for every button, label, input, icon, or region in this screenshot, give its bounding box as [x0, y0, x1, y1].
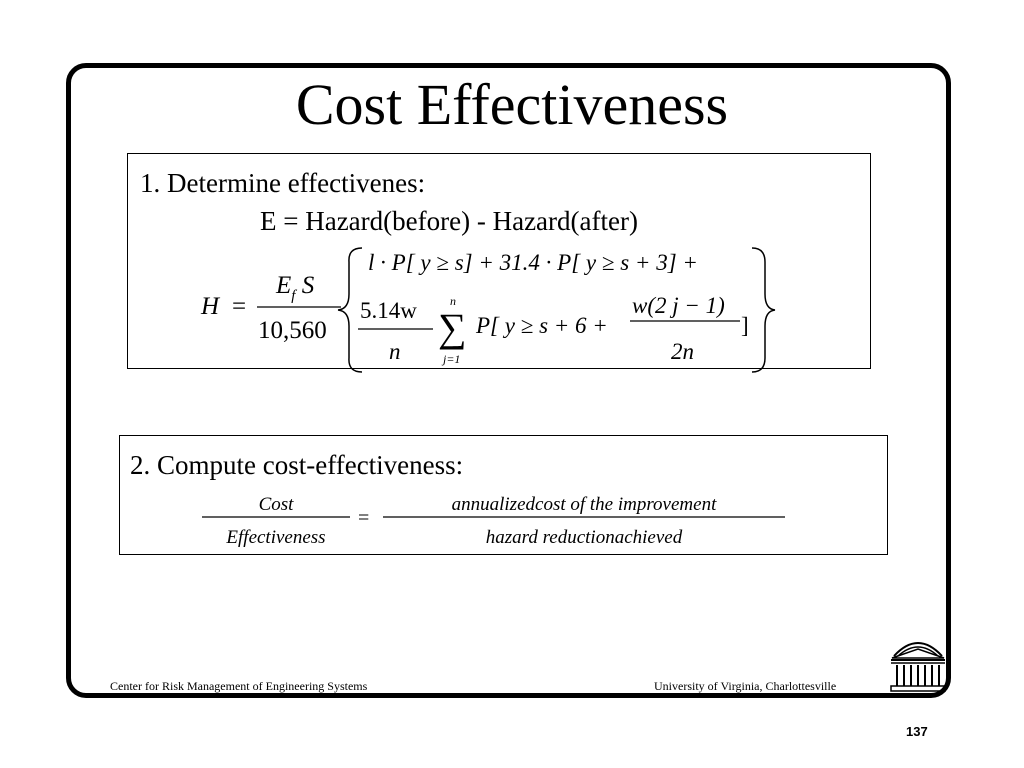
coef-denominator: 10,560: [258, 317, 327, 344]
sum-lower: j=1: [443, 352, 461, 366]
footer-left: Center for Risk Management of Engineering Systems: [110, 679, 368, 693]
effectiveness-denominator: Effectiveness: [226, 527, 326, 548]
term-denominator: n: [389, 339, 401, 364]
page-number: 137: [906, 724, 928, 739]
term-numerator: 5.14w: [360, 298, 417, 323]
sum-body: P[ y ≥ s + 6 +: [476, 313, 608, 338]
step1-heading: 1. Determine effectivenes:: [140, 168, 426, 198]
sum-icon: ∑: [438, 305, 467, 350]
eq-equals: =: [232, 293, 247, 320]
sum-upper: n: [450, 294, 456, 308]
eq-line1: l · P[ y ≥ s] + 31.4 · P[ y ≥ s + 3] +: [368, 250, 698, 275]
coef-numerator: $E_f$ S: [276, 272, 315, 304]
cost-numerator: Cost: [258, 494, 294, 515]
eq-lhs: H: [201, 293, 220, 320]
close-bracket: ]: [741, 313, 749, 338]
inner-denominator: 2n: [671, 339, 694, 364]
cost-equals: =: [358, 507, 370, 529]
step2-heading: 2. Compute cost-effectiveness:: [130, 450, 464, 480]
footer-right: University of Virginia, Charlottesville: [654, 679, 837, 693]
rotunda-icon: [888, 636, 948, 694]
hazard-reduction-denominator: hazard reductionachieved: [485, 527, 683, 548]
slide-title: Cost Effectiveness: [295, 72, 729, 137]
inner-numerator: w(2 j − 1): [632, 293, 725, 318]
effectiveness-formula: E = Hazard(before) - Hazard(after): [260, 206, 638, 236]
improvement-numerator: annualizedcost of the improvement: [451, 494, 717, 515]
